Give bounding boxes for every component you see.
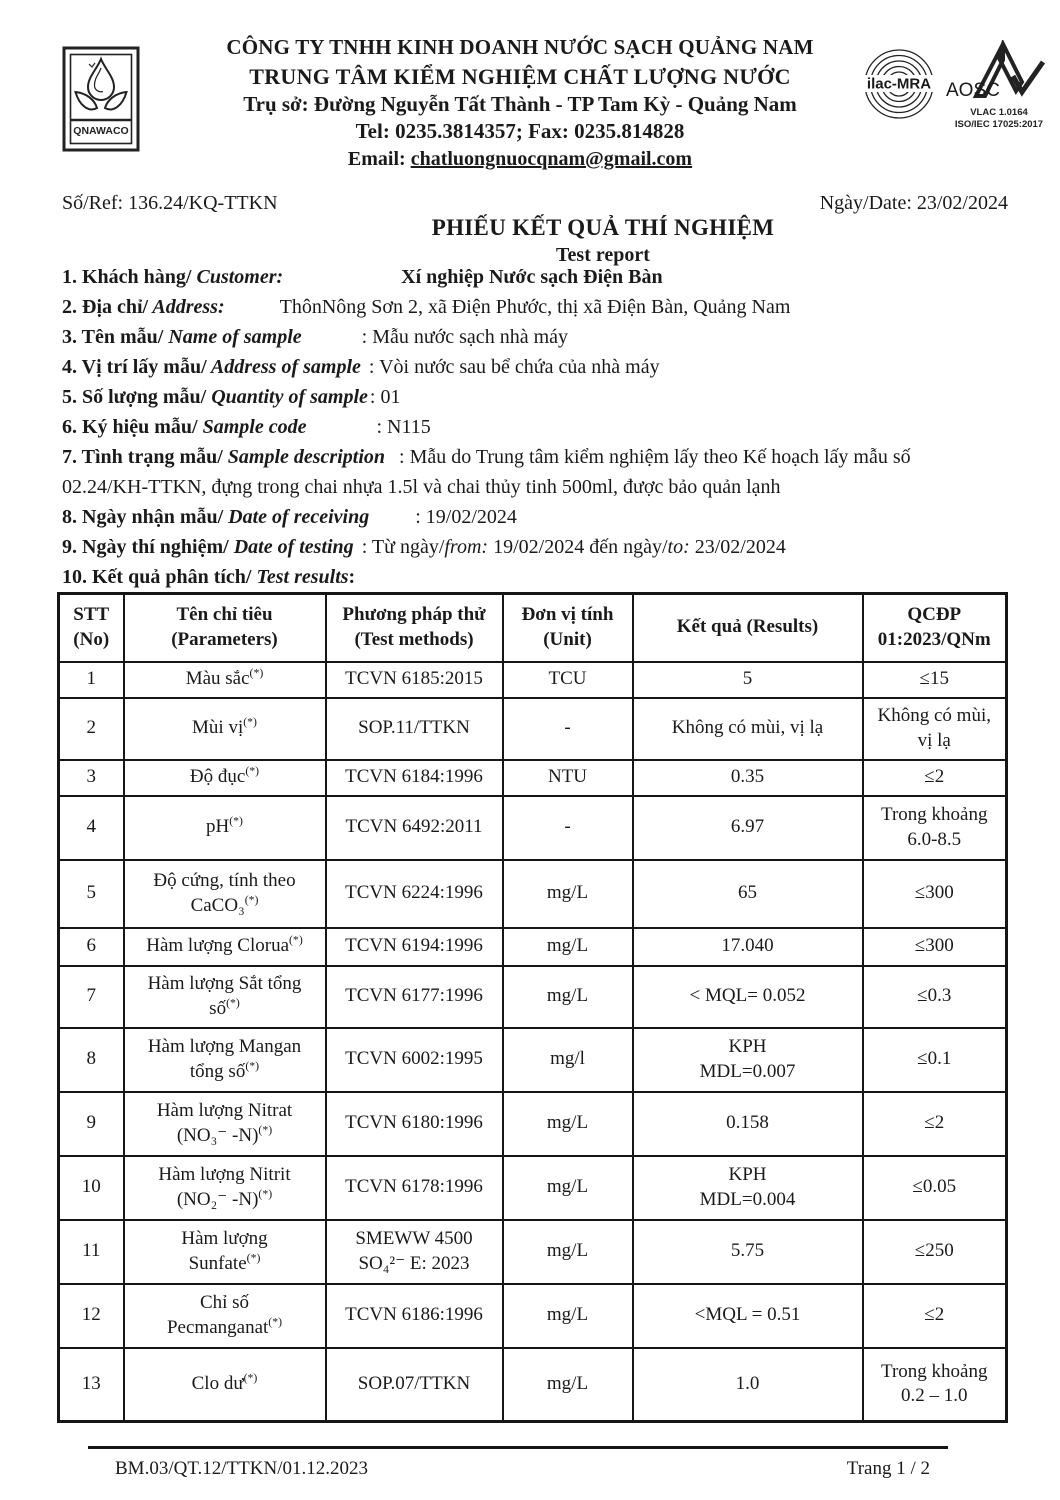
info-line [62,446,1008,476]
info-text: : N115 [376,416,431,438]
document-title: PHIẾU KẾT QUẢ THÍ NGHIỆM [431,215,775,240]
info-text: 5. Số lượng mẫu/ [62,386,207,408]
column-header: Phương pháp thử (Test methods) [326,594,503,662]
info-line [62,536,1008,566]
footer-divider [88,1446,948,1449]
footnote-marker: (*) [289,933,303,947]
info-line [62,356,1008,386]
test-method: TCVN 6186:1996 [326,1284,503,1348]
table-row [59,662,1007,698]
form-code: BM.03/QT.12/TTKN/01.12.2023 [115,1458,368,1479]
info-text: Address: [148,296,225,318]
info-text: 7. Tình trạng mẫu/ [62,446,223,468]
email-label: Email: [347,148,411,171]
table-row [59,1092,1007,1156]
org-address: Trụ sở: Đường Nguyễn Tất Thành - TP Tam Kỳ - Quảng Nam [243,91,797,116]
footer-row [115,1458,930,1480]
ilac-mra-icon [862,40,936,128]
title-block [293,215,913,267]
info-text: ThônNông Sơn 2, xã Điện Phước, thị xã Điện Bàn, Quảng Nam [279,296,791,318]
table-row [59,966,1007,1028]
aosc-triangle-check-icon [946,40,1052,102]
info-text: Test results [251,566,349,588]
row-number: 7 [59,966,124,1028]
footnote-marker: (*) [245,764,260,778]
result-value: 0.158 [633,1092,863,1156]
unit: mg/L [503,1348,633,1422]
unit: - [503,796,633,860]
info-text: : Mẫu nước sạch nhà máy [361,326,568,348]
org-tel-fax: Tel: 0235.3814357; Fax: 0235.814828 [355,119,685,144]
parameter-name: Độ đục(*) [124,760,326,796]
info-text: 2. Địa chỉ/ [62,296,149,318]
limit-value: Không có mùi, vị lạ [863,698,1007,760]
column-header: QCĐP 01:2023/QNm [863,594,1007,662]
info-text: 02.24/KH-TTKN, đựng trong chai nhựa 1.5l và chai thủy tinh 500ml, được bảo quản lạnh [62,476,781,498]
limit-value: ≤0.3 [863,966,1007,1028]
info-text: 8. Ngày nhận mẫu/ [62,506,224,528]
unit: mg/L [503,1156,633,1220]
center-name: TRUNG TÂM KIỂM NGHIỆM CHẤT LƯỢNG NƯỚC [249,63,791,89]
info-line [62,296,1008,326]
limit-value: Trong khoảng 0.2 – 1.0 [863,1348,1007,1422]
unit: mg/L [503,928,633,966]
results-table-wrapper [57,592,1008,1423]
parameter-name: Hàm lượng Nitrat (NO₃⁻ -N)(*) [124,1092,326,1156]
test-method: SOP.11/TTKN [326,698,503,760]
test-method: TCVN 6185:2015 [326,662,503,698]
result-value: 5.75 [633,1220,863,1284]
info-text: Name of sample [163,326,302,348]
result-value: <MQL = 0.51 [633,1284,863,1348]
parameter-name: Hàm lượng Mangan tổng số(*) [124,1028,326,1092]
unit: mg/L [503,860,633,928]
table-row [59,796,1007,860]
svg-text:QNAWACO: QNAWACO [73,125,129,137]
footnote-marker: (*) [249,666,264,680]
unit: TCU [503,662,633,698]
table-row [59,698,1007,760]
row-number: 9 [59,1092,124,1156]
parameter-name: Hàm lượng Clorua(*) [124,928,326,966]
limit-value: ≤300 [863,860,1007,928]
info-text: : 01 [369,386,401,408]
limit-value: ≤250 [863,1220,1007,1284]
test-method: TCVN 6180:1996 [326,1092,503,1156]
water-drop-hands-icon [62,46,140,152]
info-text: : Vòi nước sau bể chứa của nhà máy [368,356,660,378]
footnote-marker: (*) [258,1187,273,1201]
info-text: Xí nghiệp Nước sạch Điện Bàn [401,266,663,288]
limit-value: ≤2 [863,760,1007,796]
limit-value: ≤300 [863,928,1007,966]
info-text: : 19/02/2024 [415,506,517,528]
test-method: TCVN 6194:1996 [326,928,503,966]
info-text: 1. Khách hàng/ [62,266,192,288]
info-line [62,416,1008,446]
info-text: : Mẫu do Trung tâm kiểm nghiệm lấy theo Kế hoạch lấy mẫu số [399,446,911,468]
info-text: 19/02/2024 đến ngày/ [488,536,668,558]
result-value: 5 [633,662,863,698]
info-text: 9. Ngày thí nghiệm/ [62,536,229,558]
result-value: Không có mùi, vị lạ [633,698,863,760]
test-method: TCVN 6002:1995 [326,1028,503,1092]
footnote-marker: (*) [268,1315,283,1329]
info-line [62,506,1008,536]
limit-value: ≤0.1 [863,1028,1007,1092]
result-value: 0.35 [633,760,863,796]
ref-date-row [62,192,1008,215]
table-row [59,760,1007,796]
row-number: 1 [59,662,124,698]
unit: mg/L [503,966,633,1028]
info-line [62,326,1008,356]
row-number: 5 [59,860,124,928]
table-row [59,1028,1007,1092]
organization-header [175,34,865,173]
unit: mg/L [503,1092,633,1156]
parameter-name: Hàm lượng Sunfate(*) [124,1220,326,1284]
table-row [59,1156,1007,1220]
info-text: Sample code [197,416,307,438]
unit: NTU [503,760,633,796]
aosc-logo [946,40,1052,131]
report-ref-number: Số/Ref: 136.24/KQ-TTKN [62,192,278,214]
table-row [59,1284,1007,1348]
column-header: Đơn vị tính (Unit) [503,594,633,662]
info-text: 4. Vị trí lấy mẫu/ [62,356,207,378]
unit: mg/l [503,1028,633,1092]
footnote-marker: (*) [245,1059,260,1073]
test-method: SMEWW 4500 SO₄²⁻ E: 2023 [326,1220,503,1284]
footnote-marker: (*) [243,1371,258,1385]
parameter-name: Hàm lượng Sắt tổng số(*) [124,966,326,1028]
info-text: 23/02/2024 [689,536,786,558]
test-method: TCVN 6224:1996 [326,860,503,928]
table-row [59,928,1007,966]
column-header: Kết quả (Results) [633,594,863,662]
parameter-name: Mùi vị(*) [124,698,326,760]
info-text: : Từ ngày/ [361,536,445,558]
table-row [59,1220,1007,1284]
result-value: KPH MDL=0.007 [633,1028,863,1092]
info-text: Customer: [191,266,284,288]
info-text: 10. Kết quả phân tích/ [62,566,252,588]
result-value: 65 [633,860,863,928]
limit-value: ≤15 [863,662,1007,698]
row-number: 3 [59,760,124,796]
result-value: 6.97 [633,796,863,860]
limit-value: ≤2 [863,1092,1007,1156]
limit-value: ≤0.05 [863,1156,1007,1220]
accreditation-logos [862,40,1052,131]
info-text: Date of testing [228,536,354,558]
row-number: 10 [59,1156,124,1220]
test-method: TCVN 6177:1996 [326,966,503,1028]
row-number: 2 [59,698,124,760]
parameter-name: Hàm lượng Nitrit (NO₂⁻ -N)(*) [124,1156,326,1220]
row-number: 6 [59,928,124,966]
result-value: 1.0 [633,1348,863,1422]
info-text: Quantity of sample [206,386,368,408]
org-email-line [175,146,865,172]
result-value: 17.040 [633,928,863,966]
test-results-table [57,592,1008,1423]
limit-value: ≤2 [863,1284,1007,1348]
info-text: Date of receiving [223,506,370,528]
info-text: 3. Tên mẫu/ [62,326,164,348]
column-header: Tên chỉ tiêu (Parameters) [124,594,326,662]
info-line [62,476,1008,506]
svg-text:AOSC: AOSC [946,80,1000,101]
row-number: 12 [59,1284,124,1348]
unit: mg/L [503,1284,633,1348]
table-row [59,860,1007,928]
qnawaco-logo [62,46,140,157]
info-text: Address of sample [206,356,361,378]
info-text: from: [444,536,489,558]
info-text: 6. Ký hiệu mẫu/ [62,416,198,438]
limit-value: Trong khoảng 6.0-8.5 [863,796,1007,860]
email-link[interactable]: chatluongnuocqnam@gmail.com [410,148,693,171]
test-method: SOP.07/TTKN [326,1348,503,1422]
info-line [62,386,1008,416]
parameter-name: pH(*) [124,796,326,860]
aosc-iso-standard: ISO/IEC 17025:2017 [954,118,1044,130]
row-number: 4 [59,796,124,860]
result-value: < MQL= 0.052 [633,966,863,1028]
sample-info-list [62,266,1008,596]
info-text: to: [667,536,690,558]
info-line [62,266,1008,296]
row-number: 11 [59,1220,124,1284]
result-value: KPH MDL=0.004 [633,1156,863,1220]
info-text: : [348,566,356,588]
document-subtitle: Test report [556,244,650,266]
parameter-name: Clo dư(*) [124,1348,326,1422]
unit: mg/L [503,1220,633,1284]
company-name: CÔNG TY TNHH KINH DOANH NƯỚC SẠCH QUẢNG NAM [226,35,814,59]
svg-text:ilac-MRA: ilac-MRA [866,75,932,93]
aosc-accreditation-code: VLAC 1.0164 [970,107,1028,118]
footnote-marker: (*) [244,893,259,907]
parameter-name: Màu sắc(*) [124,662,326,698]
column-header: STT (No) [59,594,124,662]
test-method: TCVN 6492:2011 [326,796,503,860]
info-text: Sample description [222,446,386,468]
test-method: TCVN 6184:1996 [326,760,503,796]
test-method: TCVN 6178:1996 [326,1156,503,1220]
unit: - [503,698,633,760]
footnote-marker: (*) [226,996,240,1010]
footnote-marker: (*) [243,715,257,729]
table-row [59,1348,1007,1422]
parameter-name: Độ cứng, tính theo CaCO₃(*) [124,860,326,928]
footnote-marker: (*) [229,814,243,828]
row-number: 13 [59,1348,124,1422]
page-number: Trang 1 / 2 [846,1458,930,1479]
row-number: 8 [59,1028,124,1092]
footnote-marker: (*) [246,1251,261,1265]
parameter-name: Chỉ số Pecmanganat(*) [124,1284,326,1348]
report-date: Ngày/Date: 23/02/2024 [819,192,1008,214]
footnote-marker: (*) [258,1123,273,1137]
